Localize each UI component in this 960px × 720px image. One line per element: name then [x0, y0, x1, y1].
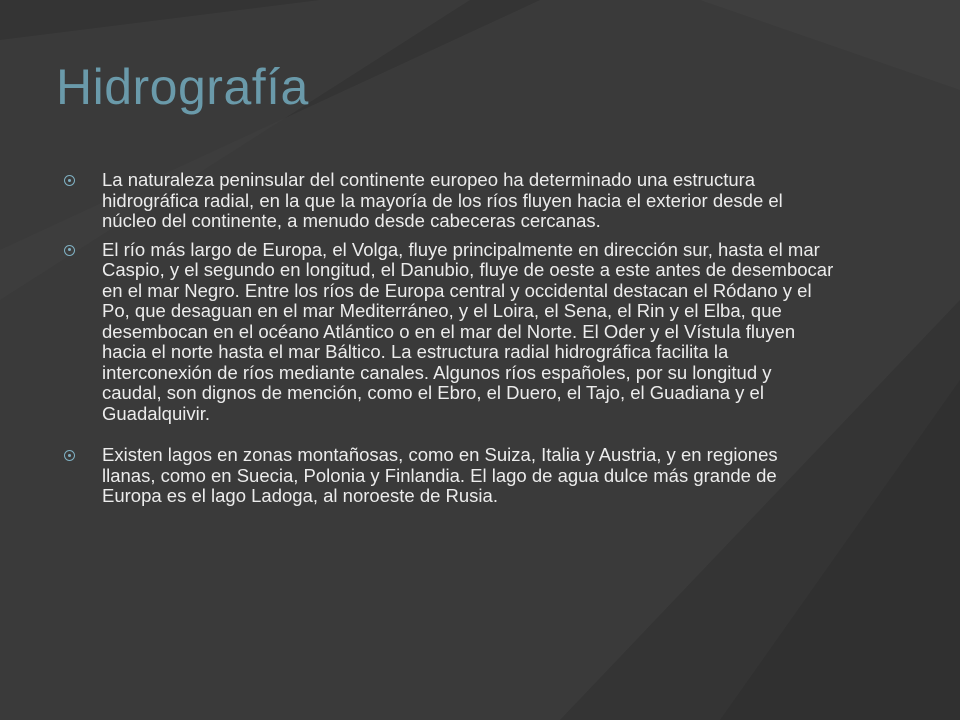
bullet-text: Existen lagos en zonas montañosas, como en Suiza, Italia y Austria, y en regiones llanas, como en Suecia, Polonia y Finlandia. El lago de agua dulce más grande de Europa es el lago Ladoga, al noroeste de Rusia.	[102, 444, 778, 506]
bullet-item	[64, 170, 834, 232]
circle-bullet-icon	[64, 175, 75, 186]
slide-title: Hidrografía	[56, 59, 309, 115]
bullet-item	[64, 445, 834, 507]
bullet-list	[64, 170, 834, 515]
bullet-text: El río más largo de Europa, el Volga, fluye principalmente en dirección sur, hasta el mar Caspio, y el segundo en longitud, el Danubio, fluye de oeste a este antes de desembocar en el mar Negro. Entre los ríos de Europa central y occidental destacan el Ródano y el Po, que desaguan en el mar Mediterráneo, y el Loira, el Sena, el Rin y el Elba, que desembocan en el océano Atlántico o en el mar del Norte. El Oder y el Vístula fluyen hacia el norte hasta el mar Báltico. La estructura radial hidrográfica facilita la interconexión de ríos mediante canales. Algunos ríos españoles, por su longitud y caudal, son dignos de mención, como el Ebro, el Duero, el Tajo, el Guadiana y el Guadalquivir.	[102, 238, 834, 424]
bullet-text: La naturaleza peninsular del continente europeo ha determinado una estructura hidrográfica radial, en la que la mayoría de los ríos fluyen hacia el exterior desde el núcleo del continente, a menudo desde cabeceras cercanas.	[102, 169, 783, 231]
bullet-item	[64, 240, 834, 425]
circle-bullet-icon	[64, 245, 75, 256]
circle-bullet-icon	[64, 450, 75, 461]
